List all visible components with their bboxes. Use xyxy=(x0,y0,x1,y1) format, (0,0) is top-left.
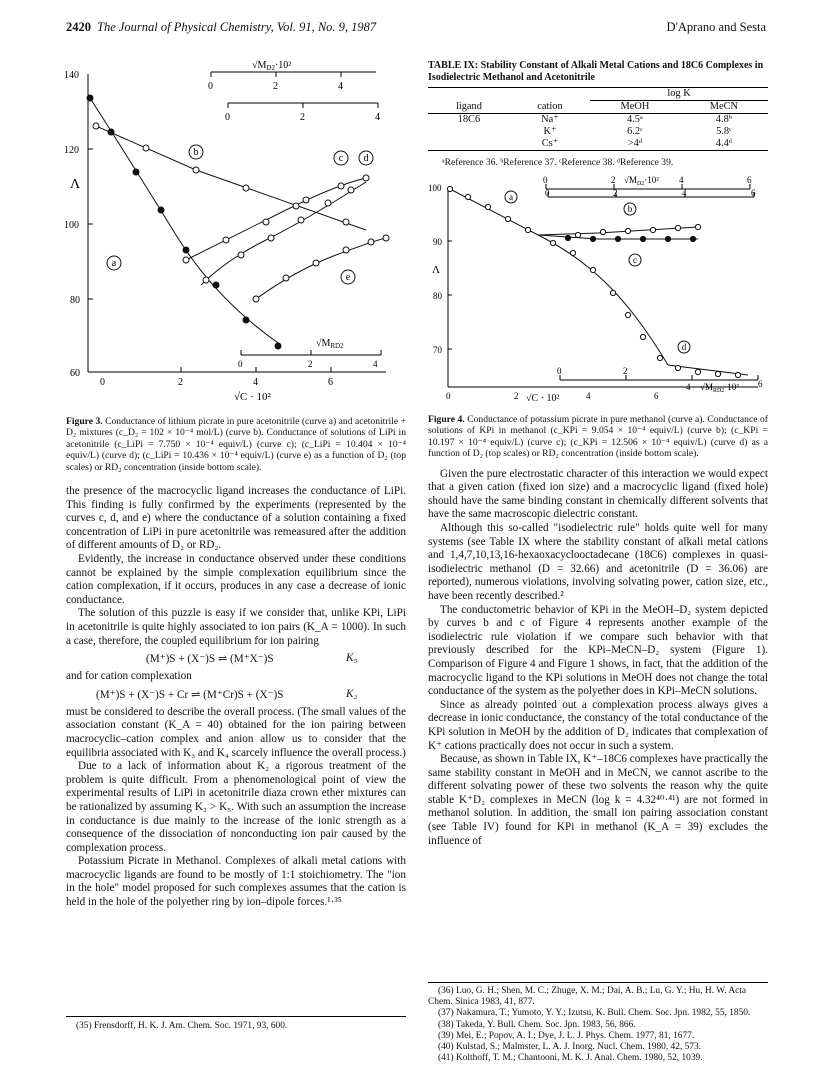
fig4-x-tick: 6 xyxy=(654,391,659,401)
figure-3 xyxy=(66,60,406,405)
page-header xyxy=(66,20,766,40)
fig4-top-label: $√M_{D2}\cdot 10^2$ xyxy=(624,175,659,187)
paragraph: Given the pure electrostatic character of this interaction we would expect that a given cation (fixed ion size) and a macrocyclic ligand (fixed hole) should have the same binding constant in chemically different solvents that have the same macroscopic dielectric constant. xyxy=(428,467,768,521)
fig4-x-tick: 2 xyxy=(514,391,519,401)
footnote: (35) Frensdorff, H. K. J. Am. Chem. Soc. 1971, 93, 600. xyxy=(76,1021,288,1031)
equation-1: (M⁺)S + (X⁻)S ⇌ (M⁺X⁻)S K₅ xyxy=(146,652,358,666)
fig4-top-tick: 2 xyxy=(611,175,616,185)
fig3-top-scales xyxy=(208,60,380,123)
left-column xyxy=(66,60,406,910)
fig4-y-tick: 80 xyxy=(433,291,442,301)
fig3-top1-tick: 4 xyxy=(338,81,343,92)
table-row: Cs⁺ >4ᵈ 4.4ᵈ xyxy=(428,138,768,151)
equation-2: (M⁺)S + (X⁻)S + Cr ⇌ (M⁺Cr)S + (X⁻)S K₂ xyxy=(96,687,358,701)
fig3-ylabel: Λ xyxy=(70,177,81,192)
figure-4-caption: Figure 4. Conductance of potassium picrate in pure methanol (curve a). Conductance of solutions of KPi in methanol (c_KPi = 9.054 × 10⁻⁴ equiv/L) (curve b); (c_KPi = 10.197 × 10⁻⁴ equiv/L) (curve c); (c_KPi = 12.506 × 10⁻⁴ equiv/L) (curve d) as a function of D₂ (top scales) or RD₂ concentration (inside bottom scale). xyxy=(428,414,768,460)
footnote: (40) Kulstad, S.; Malmster, L. A. J. Inorg. Nucl. Chem. 1980, 42, 573. xyxy=(438,1042,701,1053)
fig3-label-e: e xyxy=(345,272,351,283)
fig3-inner-label: $√M_{RD2}$ xyxy=(316,338,344,350)
fig3-points-e xyxy=(253,235,389,302)
paragraph: Since as already pointed out a complexation process always gives a decrease in ionic conductance, the constancy of the total conductance of the KPi solution in MeOH by the addition of D₂ indicates that complexation of K⁺ cations practically does not occur in such a system. xyxy=(428,698,768,752)
fig3-top2-tick: 2 xyxy=(300,112,305,123)
fig3-points-d xyxy=(183,175,369,263)
fig3-y-tick: 140 xyxy=(64,70,79,81)
footnote: (41) Kolthoff, T. M.; Chantooni, M. K. J. Anal. Chem. 1980, 52, 1039. xyxy=(438,1053,703,1064)
fig3-top2-tick: 0 xyxy=(225,112,230,123)
fig4-label-d: d xyxy=(681,342,687,352)
paragraph: The conductometric behavior of KPi in the MeOH–D₂ system depicted by curves b and c of Figure 4 represents another example of the isodielectric rule violation if we compare such behavior with that previously described for the KPi–MeCN–D₂ system (Figure 1). Comparison of Figure 4 and Figure 1 shows, in fact, that the addition of the macrocyclic ligand to the KPi solutions in MeOH does not change the total conductance of the system as the polyether does in KPi–MeCN solutions. xyxy=(428,603,768,698)
fig4-curve-a xyxy=(450,189,748,375)
fig4-inner-tick: 0 xyxy=(557,366,562,376)
fig4-label-a: a xyxy=(509,192,513,202)
fig4-top2-tick: 6 xyxy=(751,188,756,198)
paragraph: the presence of the macrocyclic ligand increases the conductance of LiPi. This finding is fully confirmed by the experiments (represented by the curves c, d, and e) where the conductance of a solution containing a fixed concentration of LiPi in pure acetonitrile was remeasured after the addition of different amounts of D₂ or RD₂. xyxy=(66,485,406,552)
fig4-inner-tick: 2 xyxy=(623,366,628,376)
table-header: ligand xyxy=(455,100,482,112)
fig4-points-a xyxy=(447,186,740,377)
figure-4 xyxy=(428,175,768,405)
fig3-x-tick: 6 xyxy=(328,377,333,388)
paragraph: Potassium Picrate in Methanol. Complexes of alkali metal cations with macrocyclic ligands are found to be mostly of 1:1 stoichiometry. The "ion in the hole" model proposed for such complexes assumes that the cation is held in the hole of the polyether ring by ion–dipole forces.¹·³⁵ xyxy=(66,855,406,909)
footnote: (39) Mei, E.; Popov, A. I.; Dye, J. L. J. Phys. Chem. 1977, 81, 1677. xyxy=(438,1030,695,1041)
fig4-top-tick: 6 xyxy=(747,175,752,185)
footnote: (36) Luo, G. H.; Shen, M. C.; Zhuge, X. M.; Dai, A. B.; Lu, G. Y.; Hu, H. W. Acta Chem. Sinica 1983, 41, 877. xyxy=(428,986,747,1008)
fig3-y-tick: 80 xyxy=(70,295,80,306)
left-footnotes xyxy=(66,1016,406,1032)
fig4-y-tick: 70 xyxy=(433,345,442,355)
table-9-footnote: ᵃReference 36. ᵇReference 37. ᶜReference 38. ᵈReference 39. xyxy=(442,157,674,168)
fig3-points-c xyxy=(203,187,354,283)
footnote: (37) Nakamura, T.; Yumoto, Y. Y.; Izutsu, K. Bull. Chem. Soc. Jpn. 1982, 55, 1850. xyxy=(438,1008,751,1019)
fig3-inner-tick: 2 xyxy=(308,359,313,369)
fig3-curve-e xyxy=(256,238,386,299)
fig3-y-tick: 100 xyxy=(64,220,79,231)
paragraph: Although this so-called "isodielectric rule" holds quite well for many systems (see Table IX where the stability constant of alkali metal cations and 1,4,7,10,13,16-hexaoxacyclooctadecane (18C6) complexes in quasi-isodielectric methanol (D = 32.66) and acetonitrile (D = 36.06) are reported), numerous violations, involving solvating power, cation size, etc., have been recently described.² xyxy=(428,522,768,602)
right-footnotes xyxy=(428,982,768,1064)
table-header: MeOH xyxy=(620,101,650,112)
fig3-inner-tick: 4 xyxy=(373,359,378,369)
fig4-top-tick: 4 xyxy=(679,175,684,185)
page-number: 2420 xyxy=(66,20,91,34)
paragraph: The solution of this puzzle is easy if we consider that, unlike KPi, LiPi in acetonitrile is quite highly associated to ion pairs (K_A = 1000). In such a case, therefore, the coupled equilibrium for ion pairing xyxy=(66,607,406,647)
fig3-curve-c xyxy=(201,182,366,285)
table-header: cation xyxy=(537,100,563,112)
fig3-y-tick: 60 xyxy=(70,368,80,379)
fig4-x-tick: 0 xyxy=(446,391,451,401)
table-9 xyxy=(428,88,768,151)
fig3-top2-tick: 4 xyxy=(375,112,380,123)
fig4-top2-tick: 4 xyxy=(682,188,687,198)
fig3-label-b: b xyxy=(193,147,199,158)
fig4-inner-tick: 4 xyxy=(686,382,691,392)
fig3-top-label: $√M_{D2}\cdot 10^2$ xyxy=(252,60,292,72)
fig3-top1-tick: 2 xyxy=(273,81,278,92)
fig4-ylabel: Λ xyxy=(432,264,440,276)
fig4-y-tick: 90 xyxy=(433,237,442,247)
fig4-top2-tick: 0 xyxy=(545,188,550,198)
paragraph: Evidently, the increase in conductance observed under these conditions cannot be explained by the simple complexation equilibrium since the cation complexation, if it occurs, produces in any case a decrease of ionic conductance. xyxy=(66,553,406,606)
authors: D'Aprano and Sesta xyxy=(666,20,766,34)
paragraph: must be considered to describe the overall process. (The small values of the association constant (K_A = 40) obtained for the ion pairing between macrocyclic–cation complex and anion allow us to consider that the equilibria associated with K₃ and K₄ scarcely influence the overall process.) xyxy=(66,705,406,759)
fig4-top-tick: 0 xyxy=(543,175,548,185)
fig4-xlabel: √C · 10² xyxy=(526,393,560,404)
fig4-top2-tick: 2 xyxy=(613,188,618,198)
fig4-x-tick: 4 xyxy=(586,391,591,401)
fig4-label-c: c xyxy=(633,255,637,265)
fig3-inner-tick: 0 xyxy=(238,359,243,369)
journal-name: The Journal of Physical Chemistry, Vol. 91, No. 9, 1987 xyxy=(97,20,377,34)
fig4-label-b: b xyxy=(627,204,633,214)
fig3-curve-b xyxy=(96,126,366,230)
figure-3-caption: Figure 3. Conductance of lithium picrate in pure acetonitrile (curve a) and acetonitrile + D₂ mixtures (c_D₂ = 102 × 10⁻⁴ mol/L) (curve b). Conductance of solutions of LiPi in acetonitrile (c_LiPi = 7.750 × 10⁻⁴ equiv/L) (curve c); (c_LiPi = 10.404 × 10⁻⁴ equiv/L) (curve d); (c_LiPi = 10.436 × 10⁻⁴ equiv/L) (curve e) as a function of D₂ (top scales) or RD₂ concentration (inside bottom scale). xyxy=(66,416,406,473)
fig3-y-tick: 120 xyxy=(64,145,79,156)
fig3-label-c: c xyxy=(338,153,344,164)
table-header: MeCN xyxy=(709,101,739,112)
paragraph: Due to a lack of information about K₂ a rigorous treatment of the problem is quite difficult. From a phenomenological point of view the experimental results of LiPi in acetonitrile diaza crown ether mixtures can be rationalized by assuming K₂ > K₅. With such an assumption the increase in conductance is due mainly to the increase of the ionic strength as a consequence of the dissociation of nonconducting ion pair caused by the complexation process. xyxy=(66,760,406,854)
fig3-xlabel: √C · 10² xyxy=(234,391,271,403)
footnote: (38) Takeda, Y. Bull. Chem. Soc. Jpn. 1983, 56, 866. xyxy=(438,1019,636,1030)
fig3-curve-a xyxy=(90,98,281,345)
fig4-y-tick: 100 xyxy=(428,183,442,193)
fig3-top1-tick: 0 xyxy=(208,81,213,92)
paragraph: Because, as shown in Table IX, K⁺–18C6 complexes have practically the same stability constant in MeOH and in MeCN, we cannot ascribe to the different solvating power of these two solvents the reason why the quite stable K⁺D₂ complexes in MeCN (log k = 4.32⁴⁰·⁴¹) are not formed in methanol solution. In addition, the small ion pairing association constant (see Table IV) found for KPi in methanol (K_A = 39) excludes the influence of xyxy=(428,753,769,847)
fig3-x-tick: 2 xyxy=(178,377,183,388)
table-group-header: log K xyxy=(590,88,768,101)
table-row: K⁺ 6.2ᶜ 5.8ᶜ xyxy=(543,126,732,137)
fig4-inner-tick: 6 xyxy=(758,379,763,389)
fig3-label-a: a xyxy=(111,258,117,269)
fig4-curve-b xyxy=(538,227,698,235)
table-row: 18C6 Na⁺ 4.5ᵃ 4.8ᵇ xyxy=(457,114,732,125)
fig3-curve-d xyxy=(186,178,366,260)
fig3-x-tick: 4 xyxy=(253,377,258,388)
fig3-x-tick: 0 xyxy=(100,377,105,388)
right-column xyxy=(428,60,768,848)
fig3-label-d: d xyxy=(363,153,369,164)
equation-intro: and for cation complexation xyxy=(66,670,192,683)
fig3-points-b xyxy=(93,123,349,225)
fig3-points-a xyxy=(87,95,281,349)
fig4-inner-label: $√M_{RD2}\cdot 10^2$ xyxy=(700,382,739,394)
table-9-title: TABLE IX: Stability Constant of Alkali Metal Cations and 18C6 Complexes in Isodielectric Methanol and Acetonitrile xyxy=(428,60,764,83)
